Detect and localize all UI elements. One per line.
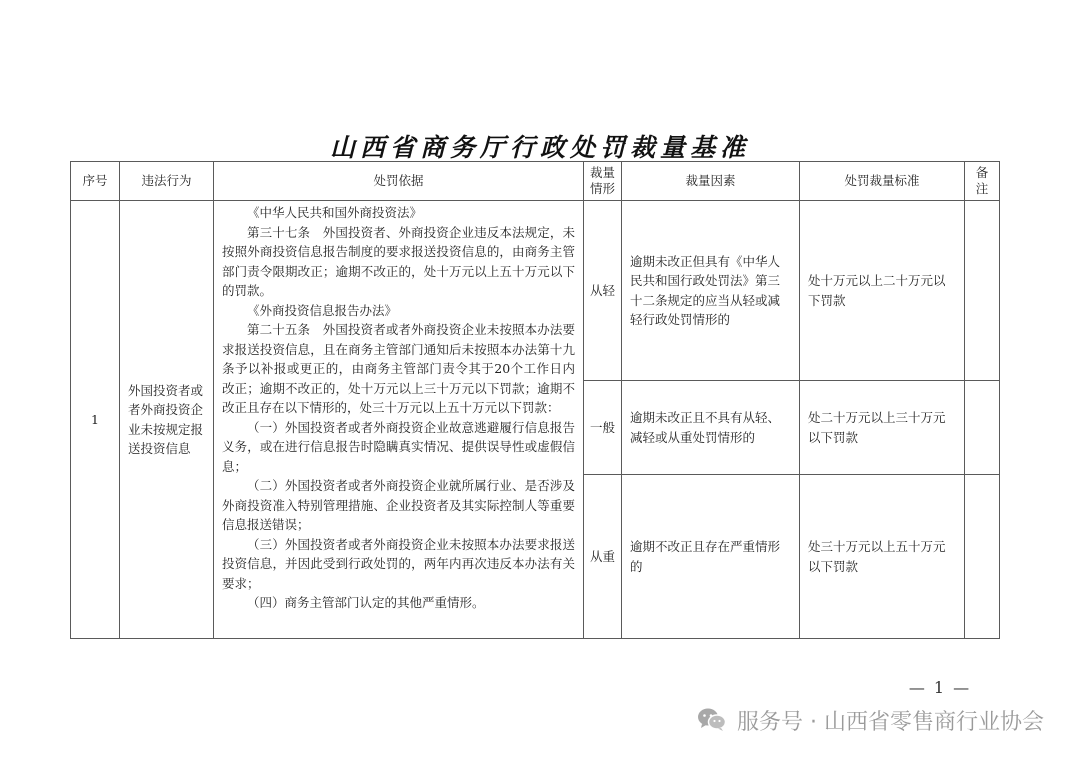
penalty-basis: [214, 201, 584, 639]
basis-line: （二）外国投资者或者外商投资企业就所属行业、是否涉及外商投资准入特别管理措施、企业投资者及其实际控制人等重要信息报送错误；: [222, 478, 575, 532]
row-number: 1: [71, 201, 120, 639]
circumstance-light: 从轻: [584, 201, 622, 381]
page-title: 山西省商务厅行政处罚裁量基准: [329, 133, 750, 162]
factor-general: 逾期未改正且不具有从轻、减轻或从重处罚情形的: [622, 381, 800, 475]
remark-cell: [965, 475, 1000, 639]
header-circ: 裁量情形: [584, 162, 622, 201]
penalty-table: [70, 161, 1000, 639]
standard-light: 处十万元以上二十万元以下罚款: [800, 201, 965, 381]
basis-line: （一）外国投资者或者外商投资企业故意逃避履行信息报告义务，或在进行信息报告时隐瞒真实情况、提供误导性或虚假信息；: [222, 419, 575, 474]
header-act: 违法行为: [120, 162, 214, 201]
page-number: — 1 —: [908, 678, 972, 697]
standard-general: 处二十万元以上三十万元以下罚款: [800, 381, 965, 475]
circumstance-general: 一般: [584, 381, 622, 475]
header-remark: 备注: [965, 162, 1000, 201]
header-basis: 处罚依据: [214, 162, 584, 201]
basis-line: 第三十七条 外国投资者、外商投资企业违反本法规定，未按照外商投资信息报告制度的要求报送投资信息的，由商务主管部门责令限期改正；逾期不改正的，处十万元以上五十万元以下的罚款。: [222, 224, 575, 298]
basis-line: （四）商务主管部门认定的其他严重情形。: [247, 595, 485, 610]
violation-act: 外国投资者或者外商投资企业未按规定报送投资信息: [120, 201, 214, 639]
wechat-icon: [697, 707, 727, 733]
header-factor: 裁量因素: [622, 162, 800, 201]
factor-heavy: 逾期不改正且存在严重情形的: [622, 475, 800, 639]
remark-cell: [965, 201, 1000, 381]
factor-light: 逾期未改正但具有《中华人民共和国行政处罚法》第三十二条规定的应当从轻或减轻行政处罚情形的: [622, 201, 800, 381]
basis-line: 《外商投资信息报告办法》: [247, 302, 398, 318]
remark-cell: [965, 381, 1000, 475]
standard-heavy: 处三十万元以上五十万元以下罚款: [800, 475, 965, 639]
table-row: [71, 201, 1000, 381]
watermark: [697, 703, 1044, 737]
circumstance-heavy: 从重: [584, 475, 622, 639]
header-standard: 处罚裁量标准: [800, 162, 965, 201]
basis-line: （三）外国投资者或者外商投资企业未按照本办法要求报送投资信息，并因此受到行政处罚的，两年内再次违反本办法有关要求；: [222, 536, 575, 591]
table-header-row: [71, 162, 1000, 201]
watermark-text: 服务号 · 山西省零售商行业协会: [737, 709, 1044, 735]
basis-line: 第二十五条 外国投资者或者外商投资企业未按照本办法要求报送投资信息，且在商务主管部门通知后未按照本办法第十九条予以补报或更正的，由商务主管部门责令其于20个工作日内改正；逾期不改正的，处十万元以上三十万元以下罚款；逾期不改正且存在以下情形的，处三十万元以上五十万元以下罚款：: [222, 322, 575, 415]
basis-line: 《中华人民共和国外商投资法》: [247, 205, 423, 220]
header-no: 序号: [71, 162, 120, 201]
